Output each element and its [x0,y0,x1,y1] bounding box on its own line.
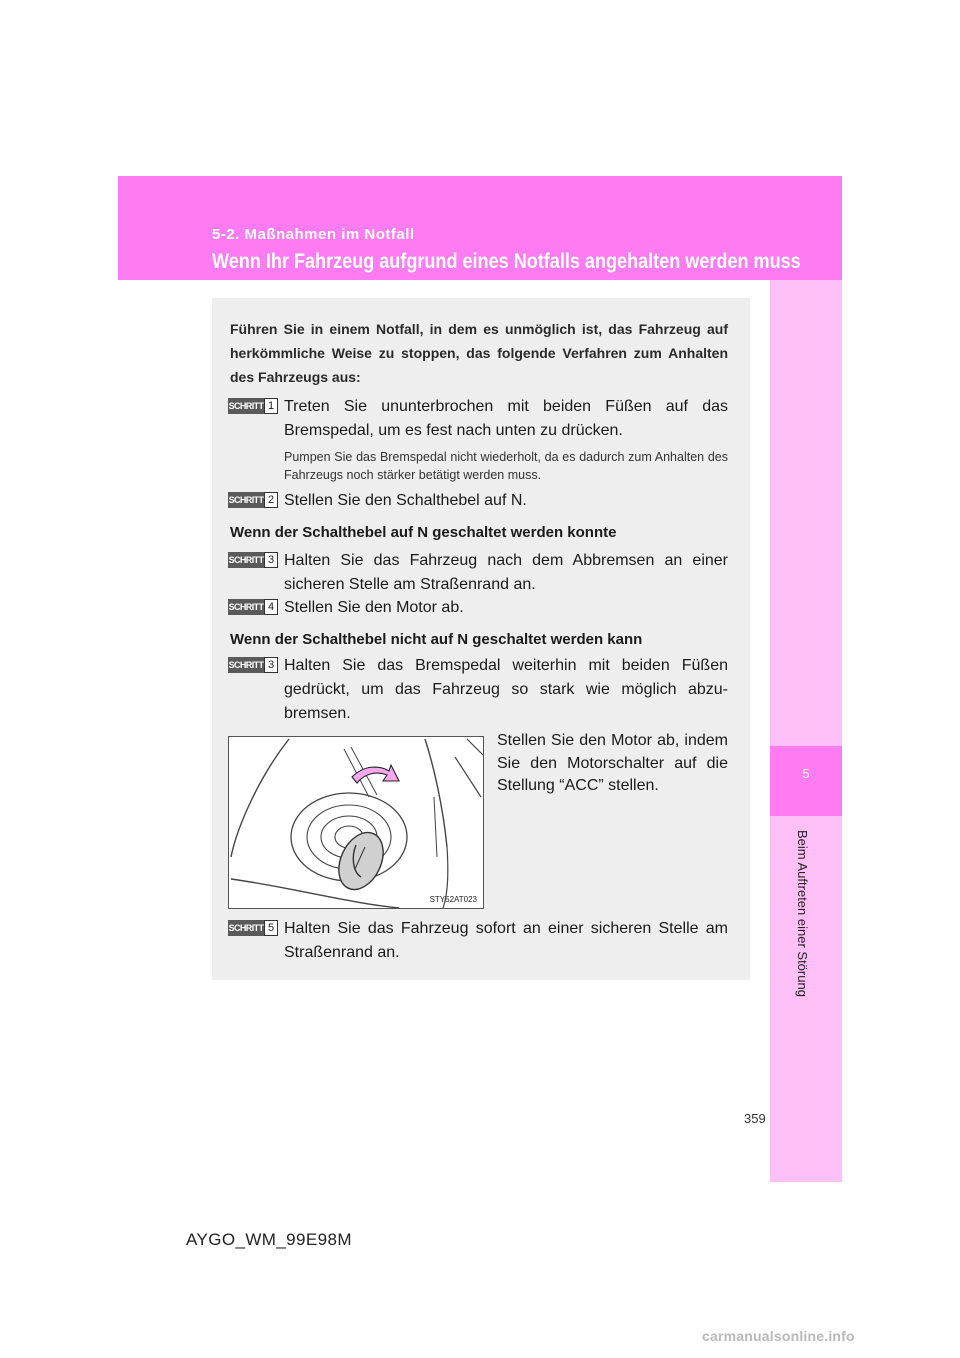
step-badge-number: 3 [264,552,278,568]
subhead-shift-ok: Wenn der Schalthebel auf N geschaltet werden konnte [230,524,617,541]
step-3a-text: Halten Sie das Fahrzeug nach dem Abbremsen an einer sicheren Stelle am Straßenrand an. [284,552,728,593]
step-badge-number: 5 [264,920,278,936]
step-5-text: Halten Sie das Fahrzeug sofort an einer sicheren Stelle am Straßenrand an. [284,920,728,961]
step-badge [228,492,278,508]
step-badge-word: SCHRITT [228,398,264,414]
step-badge [228,552,278,568]
ignition-key-drawing [229,737,483,908]
step-badge [228,920,278,936]
page-number: 359 [744,1111,766,1126]
illustration-code: STY52AT023 [429,895,477,904]
step-badge [228,657,278,673]
chapter-title: Beim Auftreten einer Störung [795,830,810,997]
watermark-link[interactable]: carmanualsonline.info [702,1328,855,1344]
chapter-tab[interactable] [770,746,842,816]
step-3b-text: Halten Sie das Bremspedal weiterhin mit beiden Füßen gedrückt, um das Fahrzeug so stark wie möglich abzu-bremsen. [284,657,728,722]
step-badge-number: 3 [264,657,278,673]
step-badge-word: SCHRITT [228,492,264,508]
step-1-note: Pumpen Sie das Bremspedal nicht wiederholt, da es dadurch zum Anhalten des Fahrzeugs noch stärker betätigt werden muss. [284,450,728,482]
step-badge-word: SCHRITT [228,599,264,615]
step-4b-text: Stellen Sie den Motor ab, indem Sie den Motorschalter auf die Stellung “ACC” stellen. [497,732,728,794]
side-tab-strip-top [770,280,842,746]
chapter-number: 5 [802,766,810,781]
ignition-illustration [228,736,484,909]
document-code: AYGO_WM_99E98M [186,1230,352,1249]
step-badge-number: 1 [264,398,278,414]
step-1-text: Treten Sie ununterbrochen mit beiden Füßen auf das Bremspedal, um es fest nach unten zu drücken. [284,398,728,439]
page-title: Wenn Ihr Fahrzeug aufgrund eines Notfalls angehalten werden muss [212,250,801,273]
step-4a-text: Stellen Sie den Motor ab. [284,599,464,616]
step-2-text: Stellen Sie den Schalthebel auf N. [284,492,527,509]
step-badge-word: SCHRITT [228,552,264,568]
step-badge-word: SCHRITT [228,657,264,673]
step-badge-number: 4 [264,599,278,615]
intro-text: Führen Sie in einem Notfall, in dem es unmöglich ist, das Fahrzeug auf herkömmliche Weise zu stoppen, das folgende Verfahren zum Anhalten des Fahrzeugs aus: [230,321,728,385]
step-badge [228,398,278,414]
step-badge-number: 2 [264,492,278,508]
step-badge-word: SCHRITT [228,920,264,936]
section-label: 5-2. Maßnahmen im Notfall [212,226,415,243]
step-badge [228,599,278,615]
subhead-shift-fail: Wenn der Schalthebel nicht auf N geschaltet werden kann [230,631,643,648]
